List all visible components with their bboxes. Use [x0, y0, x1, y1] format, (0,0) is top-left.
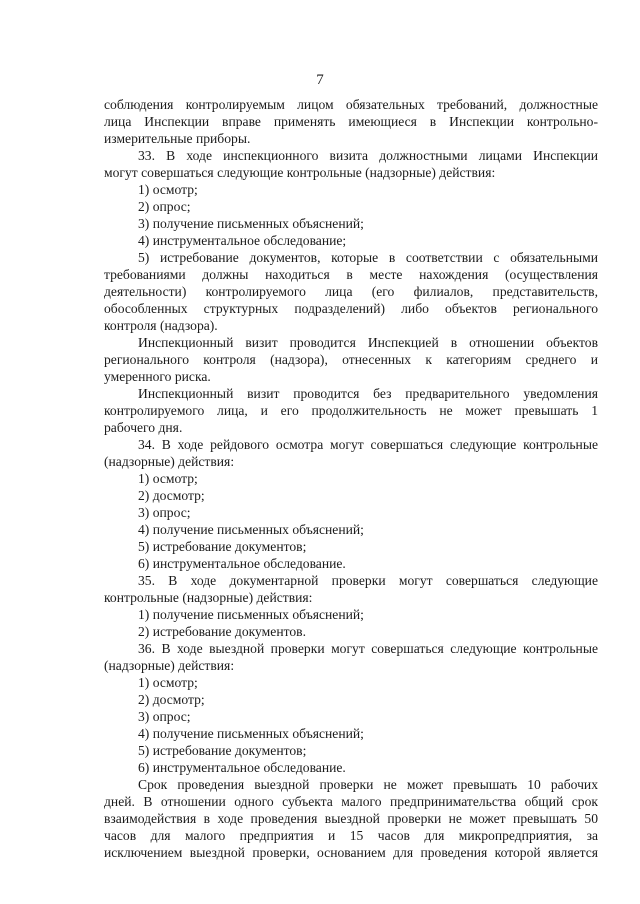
text-line: взаимодействия в ходе проведения выездной проверки не может превышать 50 — [104, 811, 598, 826]
page-number: 7 — [316, 72, 324, 88]
text-line: 1) осмотр; — [138, 471, 198, 486]
text-line: 6) инструментальное обследование. — [138, 556, 346, 571]
text-line: контрольные (надзорные) действия: — [104, 590, 313, 605]
text-line: 1) осмотр; — [138, 182, 198, 197]
text-line: обособленных структурных подразделений) либо объектов регионального — [104, 301, 598, 316]
text-line: 2) истребование документов. — [138, 624, 306, 639]
text-line: измерительные приборы. — [104, 131, 251, 146]
text-line: 2) опрос; — [138, 199, 191, 214]
text-line: 3) опрос; — [138, 505, 191, 520]
text-line: 1) получение письменных объяснений; — [138, 607, 364, 622]
text-line: 4) инструментальное обследование; — [138, 233, 347, 248]
text-line: деятельности) контролируемого лица (его филиалов, представительств, — [104, 284, 598, 299]
text-line: 5) истребование документов; — [138, 743, 307, 758]
text-line: 36. В ходе выездной проверки могут совершаться следующие контрольные — [138, 641, 598, 656]
text-line: регионального контроля (надзора), отнесенных к категориям среднего и — [104, 352, 598, 367]
document-body — [104, 96, 598, 861]
text-line: 5) истребование документов; — [138, 539, 307, 554]
text-line: умеренного риска. — [104, 369, 211, 384]
text-line: часов для малого предприятия и 15 часов для микропредприятия, за — [104, 828, 598, 843]
text-line: 35. В ходе документарной проверки могут совершаться следующие — [138, 573, 598, 588]
text-line: лица Инспекции вправе применять имеющиеся в Инспекции контрольно- — [104, 114, 598, 129]
text-line: контроля (надзора). — [104, 318, 218, 333]
text-line: Инспекционный визит проводится без предварительного уведомления — [138, 386, 598, 401]
text-line: 6) инструментальное обследование. — [138, 760, 346, 775]
text-line: 4) получение письменных объяснений; — [138, 522, 364, 537]
text-line: 1) осмотр; — [138, 675, 198, 690]
text-line: контролируемого лица, и его продолжительность не может превышать 1 — [104, 403, 598, 418]
text-line: 2) досмотр; — [138, 488, 205, 503]
text-line: дней. В отношении одного субъекта малого предпринимательства общий срок — [104, 794, 598, 809]
text-line: исключением выездной проверки, основанием для проведения которой является — [104, 845, 598, 860]
text-line: Инспекционный визит проводится Инспекцией в отношении объектов — [138, 335, 598, 350]
text-line: (надзорные) действия: — [104, 454, 235, 469]
text-line: 34. В ходе рейдового осмотра могут совершаться следующие контрольные — [138, 437, 598, 452]
text-line: 3) опрос; — [138, 709, 191, 724]
text-line: (надзорные) действия: — [104, 658, 235, 673]
text-line: 33. В ходе инспекционного визита должностными лицами Инспекции — [138, 148, 598, 163]
text-line: 2) досмотр; — [138, 692, 205, 707]
text-line: 4) получение письменных объяснений; — [138, 726, 364, 741]
text-line: 5) истребование документов, которые в соответствии с обязательными — [138, 250, 598, 265]
text-line: 3) получение письменных объяснений; — [138, 216, 364, 231]
text-line: могут совершаться следующие контрольные (надзорные) действия: — [104, 165, 496, 180]
text-line: Срок проведения выездной проверки не может превышать 10 рабочих — [138, 777, 598, 792]
text-line: требованиями должны находиться в месте нахождения (осуществления — [104, 267, 598, 282]
text-line: соблюдения контролируемым лицом обязательных требований, должностные — [104, 97, 598, 112]
text-line: рабочего дня. — [104, 420, 183, 435]
